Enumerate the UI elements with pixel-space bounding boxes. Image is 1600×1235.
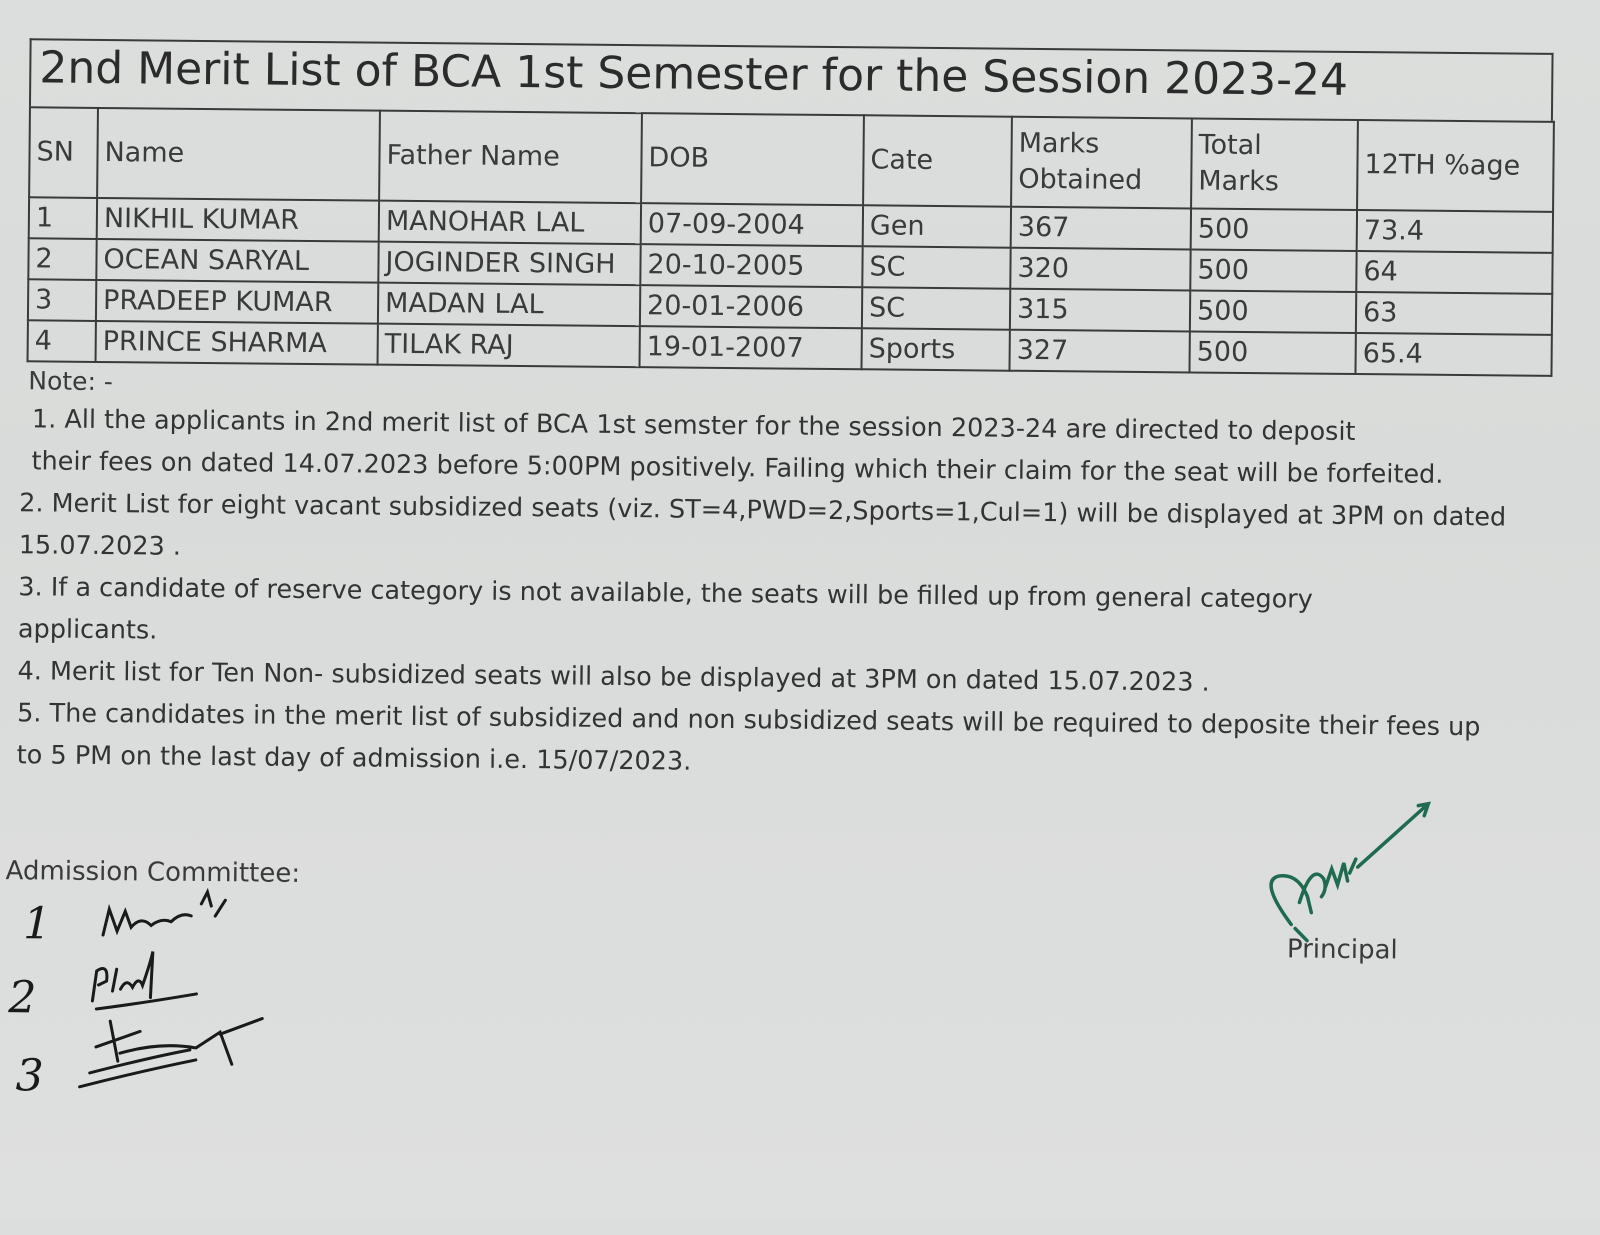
cell-dob: 20-01-2006	[640, 285, 862, 328]
header-dob: DOB	[641, 113, 864, 205]
header-percentage: 12TH %age	[1357, 120, 1554, 212]
cell-category: SC	[862, 246, 1010, 288]
note-item-4-line-1: 4. Merit list for Ten Non- subsidized seats will also be displayed at 3PM on dated 15.07.2023 .	[17, 656, 1210, 698]
cell-father-name: JOGINDER SINGH	[378, 242, 640, 286]
note-item-5-line-2: to 5 PM on the last day of admission i.e. 15/07/2023.	[16, 740, 692, 777]
note-item-5-line-1: 5. The candidates in the merit list of subsidized and non subsidized seats will be required to deposite their fees up	[17, 698, 1481, 743]
cell-marks-obtained: 327	[1009, 330, 1189, 373]
signature-2	[92, 951, 197, 1010]
header-marks-obtained: Marks Obtained	[1011, 117, 1192, 209]
cell-total-marks: 500	[1189, 331, 1355, 374]
table-header-row	[29, 107, 1554, 212]
cell-name: OCEAN SARYAL	[96, 239, 378, 283]
committee-signatures	[0, 880, 292, 1123]
cell-dob: 07-09-2004	[641, 203, 863, 246]
cell-percentage: 64	[1356, 251, 1552, 294]
note-item-1-line-2: their fees on dated 14.07.2023 before 5:00PM positively. Failing which their claim for the seat will be forfeited.	[31, 446, 1444, 490]
cell-percentage: 63	[1356, 292, 1552, 335]
cell-name: PRINCE SHARMA	[96, 321, 378, 365]
header-total-marks: Total Marks	[1191, 118, 1358, 210]
note-item-2-line-2: 15.07.2023 .	[18, 530, 182, 562]
signature-1	[103, 891, 225, 936]
header-name: Name	[97, 108, 380, 201]
note-label: Note: -	[28, 366, 114, 397]
note-item-3-line-2: applicants.	[17, 614, 158, 646]
notes-list	[17, 398, 1551, 791]
cell-total-marks: 500	[1191, 208, 1357, 251]
cell-total-marks: 500	[1190, 249, 1356, 292]
cell-sn: 4	[28, 320, 96, 362]
signature-3	[80, 1017, 263, 1089]
committee-number-2: 2	[8, 972, 37, 1024]
cell-percentage: 73.4	[1357, 210, 1553, 253]
cell-father-name: MANOHAR LAL	[379, 201, 641, 245]
cell-sn: 2	[28, 238, 96, 280]
cell-category: SC	[862, 287, 1010, 329]
header-father-name: Father Name	[379, 111, 642, 204]
cell-marks-obtained: 315	[1010, 289, 1190, 332]
cell-father-name: TILAK RAJ	[378, 324, 640, 368]
cell-sn: 3	[28, 279, 96, 321]
header-category: Cate	[863, 115, 1012, 206]
committee-number-3: 3	[15, 1050, 44, 1102]
note-item-2-line-1: 2. Merit List for eight vacant subsidized seats (viz. ST=4,PWD=2,Sports=1,Cul=1) will be displayed at 3PM on dated	[19, 488, 1507, 533]
cell-father-name: MADAN LAL	[378, 283, 640, 327]
cell-category: Sports	[861, 328, 1009, 370]
admission-committee-label: Admission Committee:	[5, 856, 301, 889]
cell-percentage: 65.4	[1355, 333, 1551, 376]
note-item-3-line-1: 3. If a candidate of reserve category is not available, the seats will be filled up from general category	[18, 572, 1313, 615]
principal-signature	[1251, 792, 1452, 944]
header-sn: SN	[29, 107, 98, 198]
cell-marks-obtained: 367	[1011, 207, 1191, 250]
merit-table	[27, 106, 1555, 377]
cell-name: NIKHIL KUMAR	[97, 198, 379, 242]
committee-number-1: 1	[22, 898, 52, 950]
principal-label: Principal	[1286, 934, 1398, 966]
page-title: 2nd Merit List of BCA 1st Semester for the Session 2023-24	[39, 42, 1349, 106]
cell-total-marks: 500	[1190, 290, 1356, 333]
cell-dob: 19-01-2007	[640, 326, 862, 369]
cell-name: PRADEEP KUMAR	[96, 280, 378, 324]
cell-category: Gen	[863, 205, 1011, 247]
note-item-1-line-1: 1. All the applicants in 2nd merit list of BCA 1st semster for the session 2023-24 are directed to deposit	[31, 404, 1356, 448]
cell-marks-obtained: 320	[1010, 248, 1190, 291]
cell-sn: 1	[29, 197, 97, 239]
cell-dob: 20-10-2005	[640, 244, 862, 287]
